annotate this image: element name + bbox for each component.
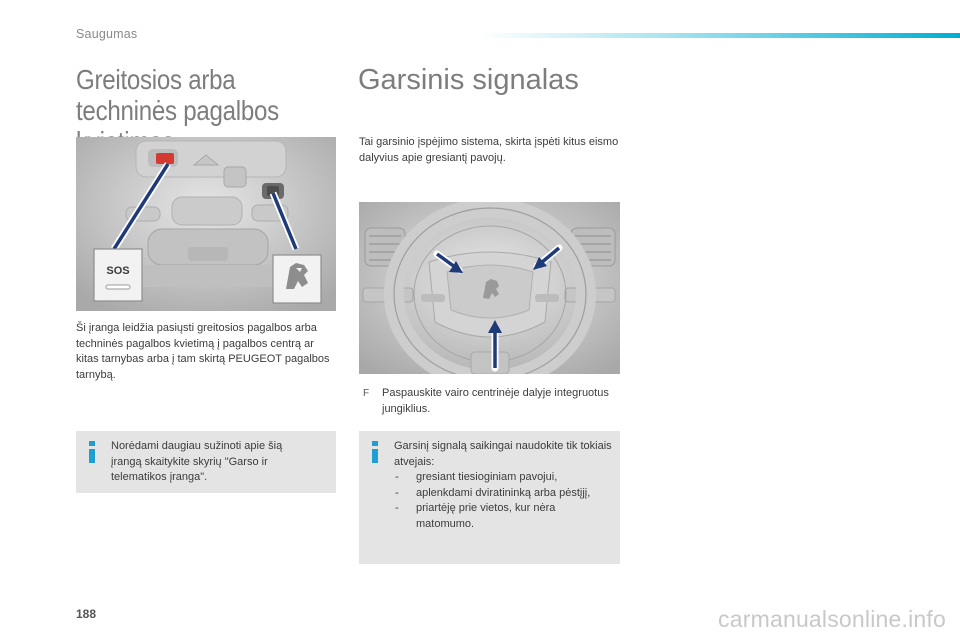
list-item: - aplenkdami dviratininką arba pėstįjį, xyxy=(395,486,591,499)
header-rule xyxy=(480,33,960,38)
instruction-marker: F xyxy=(363,388,370,399)
right-info-lead: Garsinį signalą saikingai naudokite tik tokiais atvejais: xyxy=(394,440,612,468)
watermark: carmanualsonline.info xyxy=(718,606,946,632)
steering-wheel-illustration xyxy=(359,202,620,374)
right-info-box xyxy=(359,431,620,564)
steering-wheel-photo xyxy=(359,202,620,374)
page-number: 188 xyxy=(76,607,97,621)
sos-panel-illustration xyxy=(76,137,336,311)
usage-list xyxy=(394,470,616,532)
info-icon xyxy=(370,441,380,463)
left-intro-text: Ši įranga leidžia pasiųsti greitosios pagalbos arba techninės pagalbos kvietimą į pagalbos centrą ar kitas tarnybas arba į tam skirtą PEUGEOT pagalbos tarnybą. xyxy=(76,322,330,381)
left-info-box xyxy=(76,431,336,493)
right-section-title: Garsinis signalas xyxy=(358,64,579,96)
right-info-content xyxy=(394,439,616,532)
sos-label: SOS xyxy=(106,265,130,277)
list-item: - gresiant tiesioginiam pavojui, xyxy=(395,471,558,483)
left-info-text: Norėdami daugiau sužinoti apie šią įrangą skaitykite skyrių "Garso ir telematikos įranga". xyxy=(111,440,283,483)
right-intro-text: Tai garsinio įspėjimo sistema, skirta įspėti kitus eismo dalyvius apie gresiantį pavojų. xyxy=(359,136,619,164)
list-item: - priartėję prie vietos, kur nėra matomumo. xyxy=(395,502,556,530)
instruction-text: Paspauskite vairo centrinėje dalyje integruotus jungiklius. xyxy=(382,387,609,415)
sos-panel-photo xyxy=(76,137,336,311)
left-section-title: Greitosios arba techninės pagalbos xyxy=(76,64,279,126)
info-icon xyxy=(87,441,97,463)
section-label: Saugumas xyxy=(76,27,138,41)
